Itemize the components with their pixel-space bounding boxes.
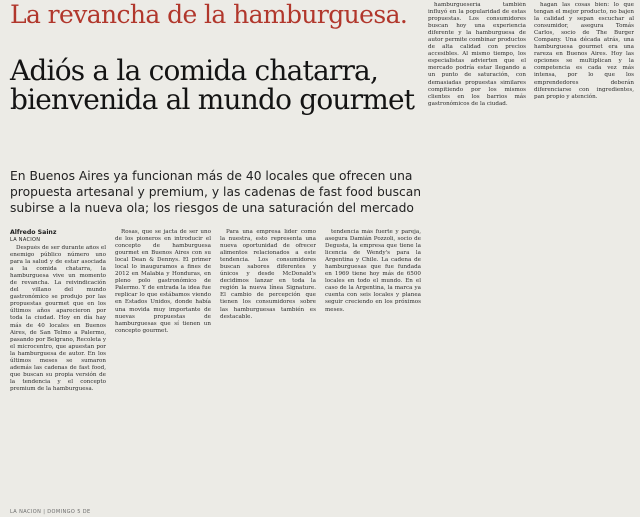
article-kicker: La revancha de la hamburguesa. (10, 0, 408, 29)
body-column-5 (428, 2, 526, 515)
body-column-1-text: Después de ser durante años el enemigo público número uno para la salud y de estar asociada a la comida chatarra, la hamburguesa vive un momento de revancha. La reivindicación del villano del mundo gastronómico se produjo por las propuestas gourmet que en los últimos años aparecieron por toda la ciudad. Hoy en día hay más de 40 locales en Buenos Aires, de San Telmo a Palermo, pasando por Belgrano, Recoleta y el microcentro, que apuestan por la hamburguesa de autor. En los últimos meses se sumaron además las cadenas de fast food, que buscan su propia versión de la tendencia y el concepto premium de la hamburguesa. (10, 245, 106, 392)
body-column-4 (325, 229, 421, 513)
body-column-2-text: Rosas, que se jacta de ser uno de los pioneros en introducir el concepto de hamburguesa gourmet en Buenos Aires con su local Dean & Dennys. El primer local lo inauguramos a fines de 2012 en Malabia y Honduras, en pleno polo gastronómico de Palermo. Y de entrada la idea fue replicar lo que estábamos viendo en Estados Unidos, donde había una movida muy importante de nuevas propuestas de hamburguesas que sí tienen un concepto gourmet. (115, 229, 211, 334)
body-column-4-text: tendencia más fuerte y pareja, asegura Damián Pozzoli, socio de Degusta, la empresa que tiene la licencia de Wendy's para la Argentina y Chile. La cadena de hamburguesas que fue fundada en 1969 tiene hoy más de 6500 locales en todo el mundo. En el caso de la Argentina, la marca ya cuenta con seis locales y planea seguir creciendo en los próximos meses. (325, 229, 421, 313)
body-column-1 (10, 245, 106, 513)
byline-outlet: LA NACION (10, 237, 41, 243)
body-column-6 (534, 2, 634, 513)
body-column-3 (220, 229, 316, 513)
body-column-2 (115, 229, 211, 513)
body-column-6-text: hagan las cosas bien: lo que tengan el mejor producto, no bajen la calidad y sepan escuchar al consumidor, asegura Tomás Carlos, socio de The Burger Company. Una década atrás, una hamburguesa gourmet era una rareza en Buenos Aires. Hoy las opciones se multiplican y la competencia es cada vez más intensa, por lo que los emprendedores deberán diferenciarse con ingredientes, pan propio y atención. (534, 2, 634, 100)
article-deck: En Buenos Aires ya funcionan más de 40 locales que ofrecen una propuesta artesanal y premium, y las cadenas de fast food buscan subirse a la nueva ola; los riesgos de una saturación del mercado (10, 169, 422, 215)
byline (10, 229, 108, 244)
body-column-3-text: Para una empresa líder como la nuestra, esto representa una nueva oportunidad de ofrecer alimentos relacionados a este tendencia. Los consumidores buscan sabores diferentes y únicos y desde McDonald's decidimos lanzar en toda la región la nueva línea Signature. El cambio de percepción que tienen los consumidores sobre las hamburguesas también es destacable. (220, 229, 316, 320)
body-column-5-text: hamburguesería también influyó en la popularidad de estas propuestas. Los consumidores buscan hoy una experiencia diferente y la hamburguesa de autor permite combinar productos de alta calidad con precios accesibles. Al mismo tiempo, los especialistas advierten que el mercado podría estar llegando a un punto de saturación, con demasiadas propuestas similares compitiendo por los mismos clientes en los barrios más gastronómicos de la ciudad. (428, 2, 526, 107)
page-footer: LA NACION | DOMINGO 5 DE (10, 509, 91, 515)
article-headline: Adiós a la comida chatarra, bienvenida al mundo gourmet (10, 54, 415, 116)
byline-name: Alfredo Sainz (10, 229, 57, 236)
